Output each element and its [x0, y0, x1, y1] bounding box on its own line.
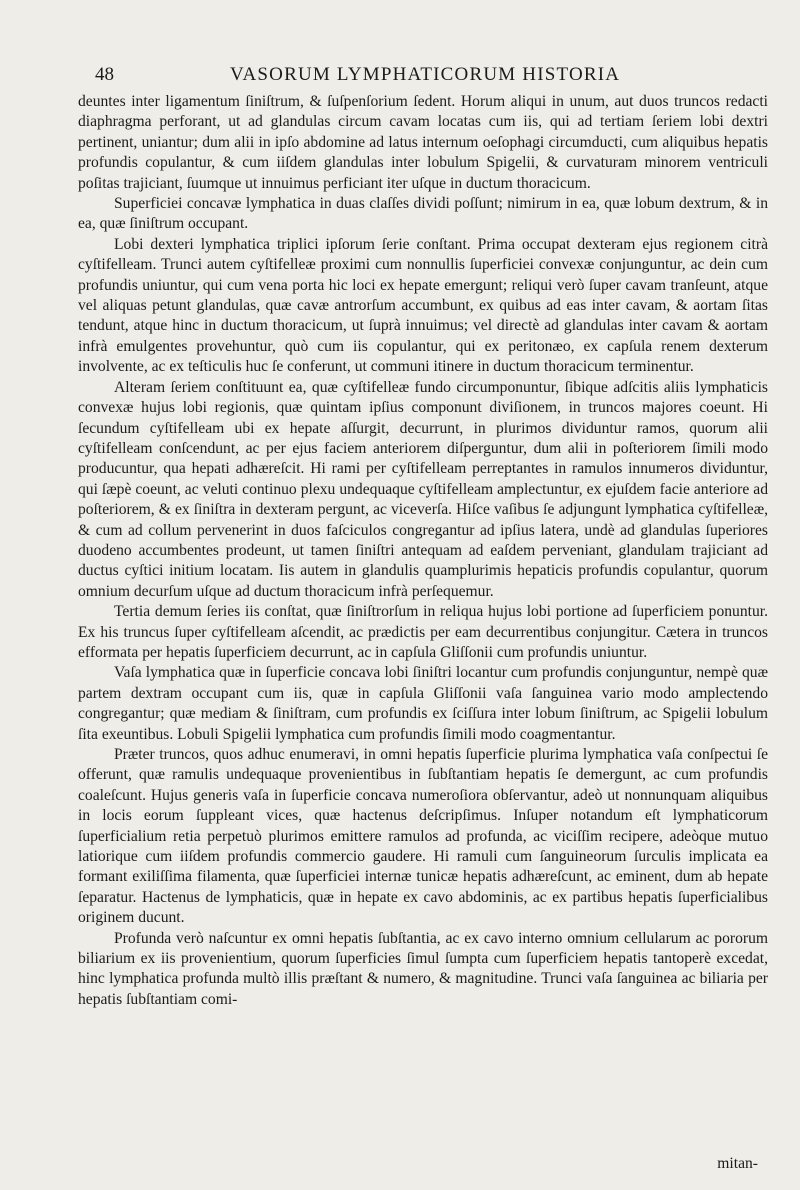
paragraph: Lobi dexteri lymphatica triplici ipſorum ſerie conſtant. Prima occupat dexteram ejus regionem citrà cyſtifelleam. Trunci autem cyſtifelleæ proximi cum nonnullis ſuperficiei convexæ conjunguntur, ac dein cum profundis uniuntur, qui cum vena porta hic loci ex hepate emergunt; reliqui verò ſuper cavam tranſeunt, atque vel aliquas petunt glandulas, quæ cavæ antrorſum accumbunt, ex quibus ad eas inter cavam, & aortam ſitas tendunt, atque hinc in ductum thoracicum, ut ſuprà innuimus; vel directè ad glandulas inter cavam & aortam infrà emulgentes provehuntur, quò cum iis copulantur, qui ex peritonæo, ex capſula renem dexterum involvente, ac ex teſticulis huc ſe conferunt, ut communi itinere in ductum thoracicum terminentur. — [78, 235, 768, 376]
page-number: 48 — [95, 64, 114, 85]
paragraph: Alteram ſeriem conſtituunt ea, quæ cyſtifelleæ fundo circumponuntur, ſibique adſcitis aliis lymphaticis convexæ hujus lobi regionis, quæ quintam ipſius componunt diviſionem, in truncos majores coeunt. Hi ſecundum cyſtifelleam ubi ex hepate aſſurgit, decurrunt, in plurimos dividuntur ramos, quorum alii cyſtifelleam conſcendunt, ac per ejus faciem anteriorem diſperguntur, dum alii in poſteriorem ſimili modo producuntur, qua hepati adhæreſcit. Hi rami per cyſtifelleam perreptantes in ramulos innumeros dividuntur, qui ſæpè coeunt, ac veluti continuo plexu undequaque cyſtifelleam amplectuntur, ex ejuſdem facie anteriore ad poſteriorem, & ex ſiniſtra in dexteram pergunt, ac viceverſa. Hiſce vaſibus ſe adjungunt lymphatica cyſtifelleæ, & cum ad collum pervenerint in duos faſciculos congregantur ad ipſius latera, undè ad glandulas ſuperiores duodeno accumbentes prodeunt, ut tamen ſiniſtri antequam ad eaſdem perveniant, glandulam trajiciant ad ductus cyſtici initium locatam. Iis autem in glandulis quamplurimis hepaticis profundis copulantur, quorum omnium decurſum uſque ad ductum thoracicum infrà perſequemur. — [78, 378, 768, 600]
paragraph-continuation: deuntes inter ligamentum ſiniſtrum, & ſuſpenſorium ſedent. Horum aliqui in unum, aut duos truncos redacti diaphragma perforant, ut ad glandulas circum cavam locatas cum iis, qui ad tertiam ſeriem lobi dextri pertinent, uniantur; dum alii in ipſo abdomine ad latus internum oeſophagi circumducti, cum aliquibus hepatis profundis copulantur, & cum iiſdem glandulas inter lobulum Spigelii, & curvaturam minorem ventriculi poſitas trajiciant, ſuumque ut innuimus perficiant iter uſque in ductum thoracicum. — [78, 93, 768, 192]
paragraph: Profunda verò naſcuntur ex omni hepatis ſubſtantia, ac ex cavo interno omnium cellularum ac pororum biliarium ex iis provenientium, quorum ſuperficies ſimul ſumpta cum ſuperficiem hepatis tantoperè excedat, hinc lymphatica profunda multò illis præſtant & numero, & magnitudine. Trunci vaſa ſanguinea ac biliaria per hepatis ſubſtantiam comi- — [78, 929, 768, 1008]
body-text — [78, 92, 768, 1010]
paragraph: Præter truncos, quos adhuc enumeravi, in omni hepatis ſuperficie plurima lymphatica vaſa conſpectui ſe offerunt, quæ ramulis undequaque provenientibus in ſubſtantiam hepatis ſe demergunt, ac cum profundis coaleſcunt. Hujus generis vaſa in ſuperficie concava numeroſiora obſervantur, adeò ut nonnunquam aliquibus in locis eorum ſuppleant vices, quæ hactenus deſcripſimus. Inſuper notandum eſt lymphaticorum ſuperficialium retia perpetuò plurimos emittere ramulos ad profunda, ac viciſſim recipere, adeòque mutuo latiorique cum iiſdem profundis commercio gaudere. Hi ramuli cum ſanguineorum ſurculis implicata ea formant exiliſſima filamenta, quæ ſuperficiei internæ tunicæ hepatis adhæreſcunt, ac eminent, dum ab hepate ſeparatur. Hactenus de lymphaticis, quæ in hepate ex cavo abdominis, ac ex partibus hepatis ſuperficialibus originem ducunt. — [78, 746, 768, 927]
paragraph: Superficiei concavæ lymphatica in duas claſſes dividi poſſunt; nimirum in ea, quæ lobum dextrum, & in ea, quæ ſiniſtrum occupant. — [78, 195, 768, 233]
running-title: VASORUM LYMPHATICORUM HISTORIA — [230, 64, 621, 85]
running-head — [95, 62, 755, 92]
paragraph: Tertia demum ſeries iis conſtat, quæ ſiniſtrorſum in reliqua hujus lobi portione ad ſuperficiem ponuntur. Ex his truncus ſuper cyſtifelleam aſcendit, ac prædictis per eam decurrentibus conjungitur. Cætera in truncos efformata per hepatis ſuperficiem decurrunt, ac in capſula Gliſſonii cum profundis uniuntur. — [78, 603, 768, 661]
catchword: mitan- — [717, 1155, 758, 1172]
paragraph: Vaſa lymphatica quæ in ſuperficie concava lobi ſiniſtri locantur cum profundis conjunguntur, nempè quæ partem dextram occupant cum iis, quæ in capſula Gliſſonii vaſa ſanguinea vario modo amplectendo congregantur; quæ mediam & ſiniſtram, cum profundis ex ſciſſura inter lobum ſiniſtrum, ac Spigelii lobulum ſita exeuntibus. Lobuli Spigelii lymphatica cum profundis ſimili modo coagmentantur. — [78, 664, 768, 743]
